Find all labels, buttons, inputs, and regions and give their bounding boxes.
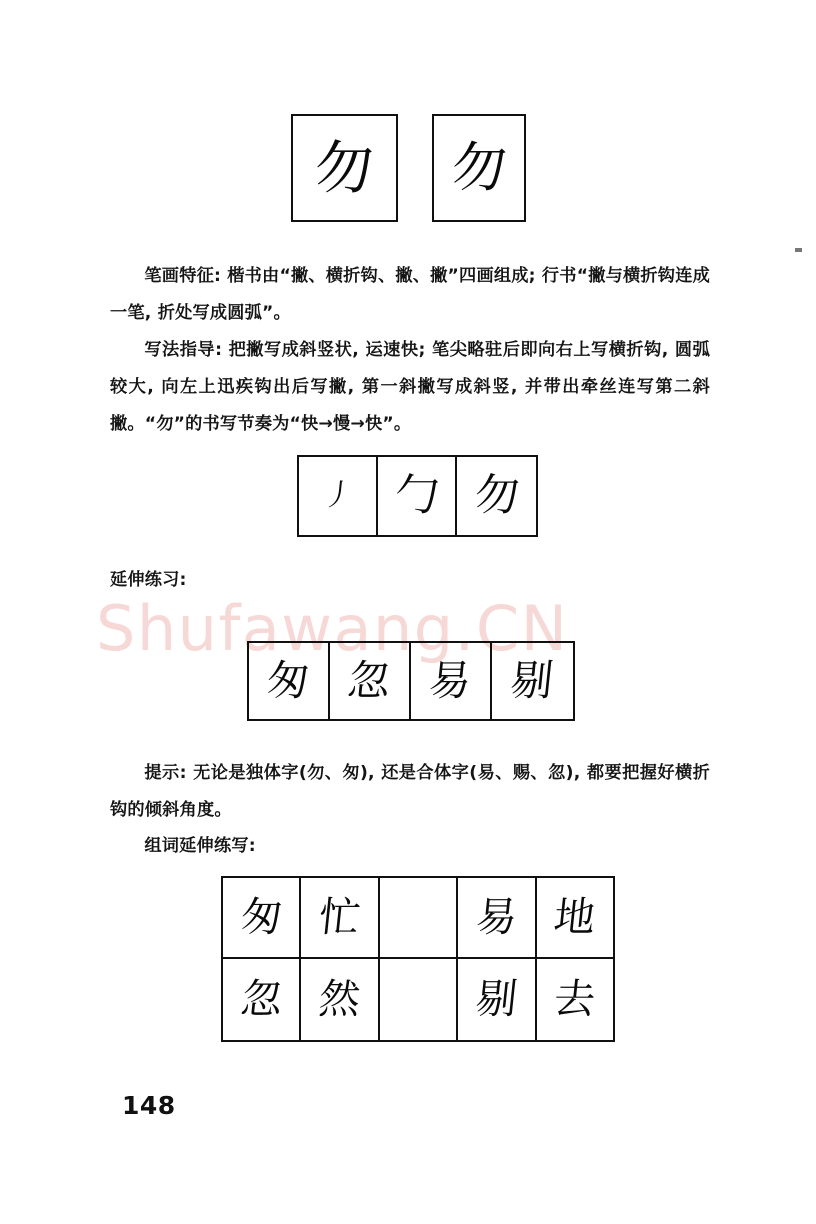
word-practice-glyph-r2c2: 然 [316, 975, 363, 1023]
label-word-practice-text: 组词延伸练写: [144, 836, 256, 856]
word-practice-glyph-r2c4: 剔 [473, 975, 520, 1023]
extended-practice-cell-3 [411, 643, 492, 719]
extended-practice-glyph-2: 忽 [345, 656, 394, 705]
paragraph-writing-guide [110, 332, 710, 443]
paragraph-stroke-features [110, 258, 710, 332]
word-practice-cell-r1c2 [301, 878, 379, 957]
word-practice-glyph-r1c1: 匆 [238, 893, 285, 941]
word-practice-row-2 [223, 959, 613, 1040]
paragraph-tip [110, 755, 710, 829]
page-number: 148 [122, 1091, 176, 1120]
demo-glyph-xingshu: 勿 [448, 136, 510, 199]
stroke-order-cell-2 [378, 457, 457, 535]
stroke-order-glyph-1: 丿 [320, 478, 355, 513]
word-practice-cell-r2c1 [223, 959, 301, 1040]
extended-practice-row [247, 641, 575, 721]
extended-practice-glyph-3: 易 [426, 656, 475, 705]
demo-box-xingshu [432, 114, 526, 222]
paragraph-stroke-features-text: 笔画特征: 楷书由“撇、横折钩、撇、撇”四画组成; 行书“撇与横折钩连成一笔, 折处写成圆弧”。 [110, 266, 710, 323]
word-practice-cell-r2c2 [301, 959, 379, 1040]
paragraph-tip-text: 提示: 无论是独体字(勿、匆), 还是合体字(易、赐、忽), 都要把握好横折钩的倾斜角度。 [110, 763, 710, 820]
extended-practice-cell-4 [492, 643, 573, 719]
stroke-order-glyph-3: 勿 [471, 470, 522, 521]
stroke-order-glyph-2: 勹 [391, 470, 442, 521]
word-practice-cell-r1c4 [458, 878, 536, 957]
demo-glyph-kaishu: 勿 [312, 134, 377, 202]
word-practice-glyph-r1c4: 易 [473, 893, 520, 941]
stroke-order-cell-1 [299, 457, 378, 535]
paragraph-writing-guide-text: 写法指导: 把撇写成斜竖状, 运速快; 笔尖略驻后即向右上写横折钩, 圆弧较大, 向左上迅疾钩出后写撇, 第一斜撇写成斜竖, 并带出牵丝连写第二斜撇。“勿”的书写节奏为“快→慢→快”。 [110, 340, 710, 434]
extended-practice-glyph-4: 剔 [508, 656, 557, 705]
word-practice-grid [221, 876, 615, 1042]
label-extended-practice [110, 562, 710, 599]
demo-box-kaishu [291, 114, 398, 222]
stroke-order-cell-3 [457, 457, 536, 535]
word-practice-cell-r1c3 [380, 878, 458, 957]
extended-practice-cell-1 [249, 643, 330, 719]
word-practice-glyph-r2c5: 去 [551, 975, 598, 1023]
label-extended-practice-text: 延伸练习: [110, 570, 187, 590]
label-word-practice [110, 828, 710, 865]
extended-practice-cell-2 [330, 643, 411, 719]
word-practice-cell-r1c1 [223, 878, 301, 957]
word-practice-glyph-r2c1: 忽 [238, 975, 285, 1023]
word-practice-cell-r2c5 [537, 959, 613, 1040]
word-practice-glyph-r1c2: 忙 [316, 893, 363, 941]
extended-practice-glyph-1: 匆 [264, 656, 313, 705]
scan-artifact-speck [795, 248, 802, 252]
word-practice-cell-r1c5 [537, 878, 613, 957]
stroke-order-row [297, 455, 538, 537]
word-practice-cell-r2c3 [380, 959, 458, 1040]
word-practice-glyph-r1c5: 地 [551, 893, 598, 941]
site-watermark: Shufawang.CN [96, 592, 569, 665]
word-practice-row-1 [223, 878, 613, 959]
word-practice-cell-r2c4 [458, 959, 536, 1040]
